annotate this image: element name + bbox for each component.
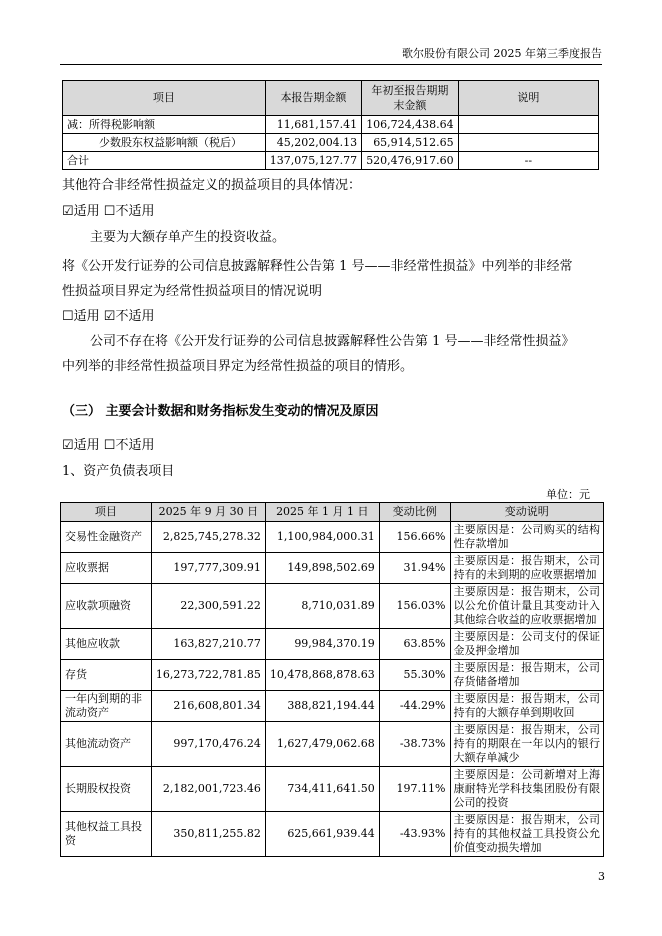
row-item-line: 应收票据 — [65, 561, 109, 574]
row-end-value: 22,300,591.22 — [151, 584, 265, 629]
table-row — [61, 812, 604, 857]
row-item-line: 其他流动资产 — [65, 737, 131, 750]
col-header-start-date: 2025 年 1 月 1 日 — [265, 503, 379, 522]
row-change-ratio: 31.94% — [379, 553, 450, 584]
row-start-value: 1,627,479,062.68 — [265, 722, 379, 767]
explanation-line: 持有的大额存单到期收回 — [453, 706, 575, 719]
table-row — [61, 660, 604, 691]
row-item-line: 资 — [65, 834, 76, 847]
row-item: 合计 — [63, 152, 266, 170]
row-current: 11,681,157.41 — [265, 116, 361, 134]
row-item-line: 存货 — [65, 668, 87, 681]
explanation-line: 持有的其他权益工具投资公允 — [453, 827, 600, 840]
explanation-line: 主要原因是：报告期末，公司 — [453, 723, 600, 736]
row-ytd: 520,476,917.60 — [362, 152, 458, 170]
row-ytd: 106,724,438.64 — [362, 116, 458, 134]
reclass-label-line1: 将《公开发行证券的公司信息披露解释性公告第 1 号——非经常性损益》中列举的非经常 — [62, 259, 573, 274]
row-end-value: 2,182,001,723.46 — [151, 767, 265, 812]
row-change-ratio: 156.66% — [379, 522, 450, 553]
row-item-line: 应收款项融资 — [65, 599, 131, 612]
table-row — [61, 584, 604, 629]
row-item-line: 其他权益工具投 — [65, 820, 142, 833]
row-end-value: 216,608,801.34 — [151, 691, 265, 722]
row-item — [61, 522, 152, 553]
row-item — [61, 812, 152, 857]
row-explanation — [450, 691, 604, 722]
row-item-line: 一年内到期的非 — [65, 692, 142, 705]
reclass-label-line2: 性损益项目界定为经常性损益项目的情况说明 — [62, 284, 323, 299]
table-row — [63, 116, 599, 134]
row-start-value: 734,411,641.50 — [265, 767, 379, 812]
row-start-value: 10,478,868,878.63 — [265, 660, 379, 691]
row-current: 45,202,004.13 — [265, 134, 361, 152]
row-explanation — [450, 722, 604, 767]
applicability-options: ☐适用 ☑不适用 — [62, 309, 155, 324]
row-ytd: 65,914,512.65 — [362, 134, 458, 152]
explanation-line: 主要原因是：公司购买的结构 — [453, 523, 600, 536]
col-header-note: 说明 — [458, 81, 598, 116]
row-item: 少数股东权益影响额（税后） — [63, 134, 266, 152]
row-start-value: 625,661,939.44 — [265, 812, 379, 857]
table-row — [63, 152, 599, 170]
table-row — [61, 629, 604, 660]
col-header-current: 本报告期金额 — [265, 81, 361, 116]
row-change-ratio: 197.11% — [379, 767, 450, 812]
explanation-line: 主要原因是：报告期末，公司 — [453, 813, 600, 826]
reclass-note-line1: 公司不存在将《公开发行证券的公司信息披露解释性公告第 1 号——非经常性损益》 — [90, 334, 575, 349]
col-header-end-date: 2025 年 9 月 30 日 — [151, 503, 265, 522]
row-item: 减：所得税影响额 — [63, 116, 266, 134]
row-item — [61, 691, 152, 722]
row-change-ratio: -38.73% — [379, 722, 450, 767]
explanation-line: 主要原因是：公司支付的保证 — [453, 630, 600, 643]
row-end-value: 2,825,745,278.32 — [151, 522, 265, 553]
row-end-value: 997,170,476.24 — [151, 722, 265, 767]
nonrecurring-table — [62, 80, 599, 170]
balance-sheet-subheading: 1、资产负债表项目 — [62, 464, 175, 479]
explanation-line: 价值变动损失增加 — [453, 841, 542, 854]
row-item-line: 流动资产 — [65, 706, 109, 719]
row-explanation — [450, 553, 604, 584]
table-header-row — [63, 81, 599, 116]
row-start-value: 388,821,194.44 — [265, 691, 379, 722]
explanation-line: 大额存单减少 — [453, 751, 520, 764]
explanation-line: 存货储备增加 — [453, 675, 520, 688]
explanation-line: 金及押金增加 — [453, 644, 520, 657]
row-explanation — [450, 522, 604, 553]
unit-label: 单位：元 — [546, 488, 590, 501]
other-items-note: 主要为大额存单产生的投资收益。 — [90, 230, 286, 245]
row-item — [61, 722, 152, 767]
table-row — [61, 722, 604, 767]
explanation-line: 主要原因是：公司新增对上海 — [453, 768, 600, 781]
row-explanation — [450, 584, 604, 629]
table-row — [61, 553, 604, 584]
page-number: 3 — [598, 870, 605, 883]
row-note: -- — [458, 152, 598, 170]
table-row — [61, 767, 604, 812]
explanation-line: 其他综合收益的应收票据增加 — [453, 613, 597, 626]
row-explanation — [450, 660, 604, 691]
row-explanation — [450, 629, 604, 660]
row-item — [61, 584, 152, 629]
table-header-row — [61, 503, 604, 522]
row-item-line: 交易性金融资产 — [65, 530, 142, 543]
explanation-line: 持有的未到期的应收票据增加 — [453, 568, 597, 581]
row-end-value: 350,811,255.82 — [151, 812, 265, 857]
explanation-line: 主要原因是：报告期末，公司 — [453, 585, 600, 598]
row-change-ratio: -43.93% — [379, 812, 450, 857]
row-item — [61, 629, 152, 660]
row-item — [61, 767, 152, 812]
explanation-line: 主要原因是：报告期末，公司 — [453, 661, 600, 674]
col-header-item: 项目 — [61, 503, 152, 522]
explanation-line: 以公允价值计量且其变动计入 — [453, 599, 600, 612]
row-item — [61, 660, 152, 691]
row-note — [458, 116, 598, 134]
table-row — [61, 522, 604, 553]
reclass-note-line2: 中列举的非经常性损益项目界定为经常性损益的项目的情形。 — [62, 359, 414, 374]
explanation-line: 性存款增加 — [453, 537, 509, 550]
col-header-item: 项目 — [63, 81, 266, 116]
other-items-label: 其他符合非经常性损益定义的损益项目的具体情况： — [62, 178, 362, 193]
applicability-options: ☑适用 ☐不适用 — [62, 438, 155, 453]
row-note — [458, 134, 598, 152]
section-heading: （三） 主要会计数据和财务指标发生变动的情况及原因 — [62, 404, 379, 419]
applicability-options: ☑适用 ☐不适用 — [62, 204, 155, 219]
row-change-ratio: 55.30% — [379, 660, 450, 691]
col-header-explanation: 变动说明 — [450, 503, 604, 522]
col-header-ytd: 年初至报告期期末金额 — [362, 81, 458, 116]
row-change-ratio: -44.29% — [379, 691, 450, 722]
row-item-line: 长期股权投资 — [65, 782, 131, 795]
explanation-line: 康耐特光学科技集团股份有限 — [453, 782, 600, 795]
row-end-value: 163,827,210.77 — [151, 629, 265, 660]
table-row — [61, 691, 604, 722]
row-start-value: 99,984,370.19 — [265, 629, 379, 660]
explanation-line: 公司的投资 — [453, 796, 509, 809]
row-explanation — [450, 767, 604, 812]
row-item — [61, 553, 152, 584]
row-start-value: 149,898,502.69 — [265, 553, 379, 584]
page-header: 歌尔股份有限公司 2025 年第三季度报告 — [402, 47, 602, 60]
header-divider — [60, 64, 602, 65]
row-start-value: 8,710,031.89 — [265, 584, 379, 629]
explanation-line: 主要原因是：报告期末，公司 — [453, 692, 600, 705]
explanation-line: 持有的期限在一年以内的银行 — [453, 737, 600, 750]
table-row — [63, 134, 599, 152]
row-current: 137,075,127.77 — [265, 152, 361, 170]
balance-sheet-table — [60, 502, 604, 857]
col-header-ratio: 变动比例 — [379, 503, 450, 522]
row-change-ratio: 156.03% — [379, 584, 450, 629]
row-end-value: 16,273,722,781.85 — [151, 660, 265, 691]
row-change-ratio: 63.85% — [379, 629, 450, 660]
row-item-line: 其他应收款 — [65, 637, 120, 650]
row-end-value: 197,777,309.91 — [151, 553, 265, 584]
row-explanation — [450, 812, 604, 857]
row-start-value: 1,100,984,000.31 — [265, 522, 379, 553]
explanation-line: 主要原因是：报告期末，公司 — [453, 554, 600, 567]
